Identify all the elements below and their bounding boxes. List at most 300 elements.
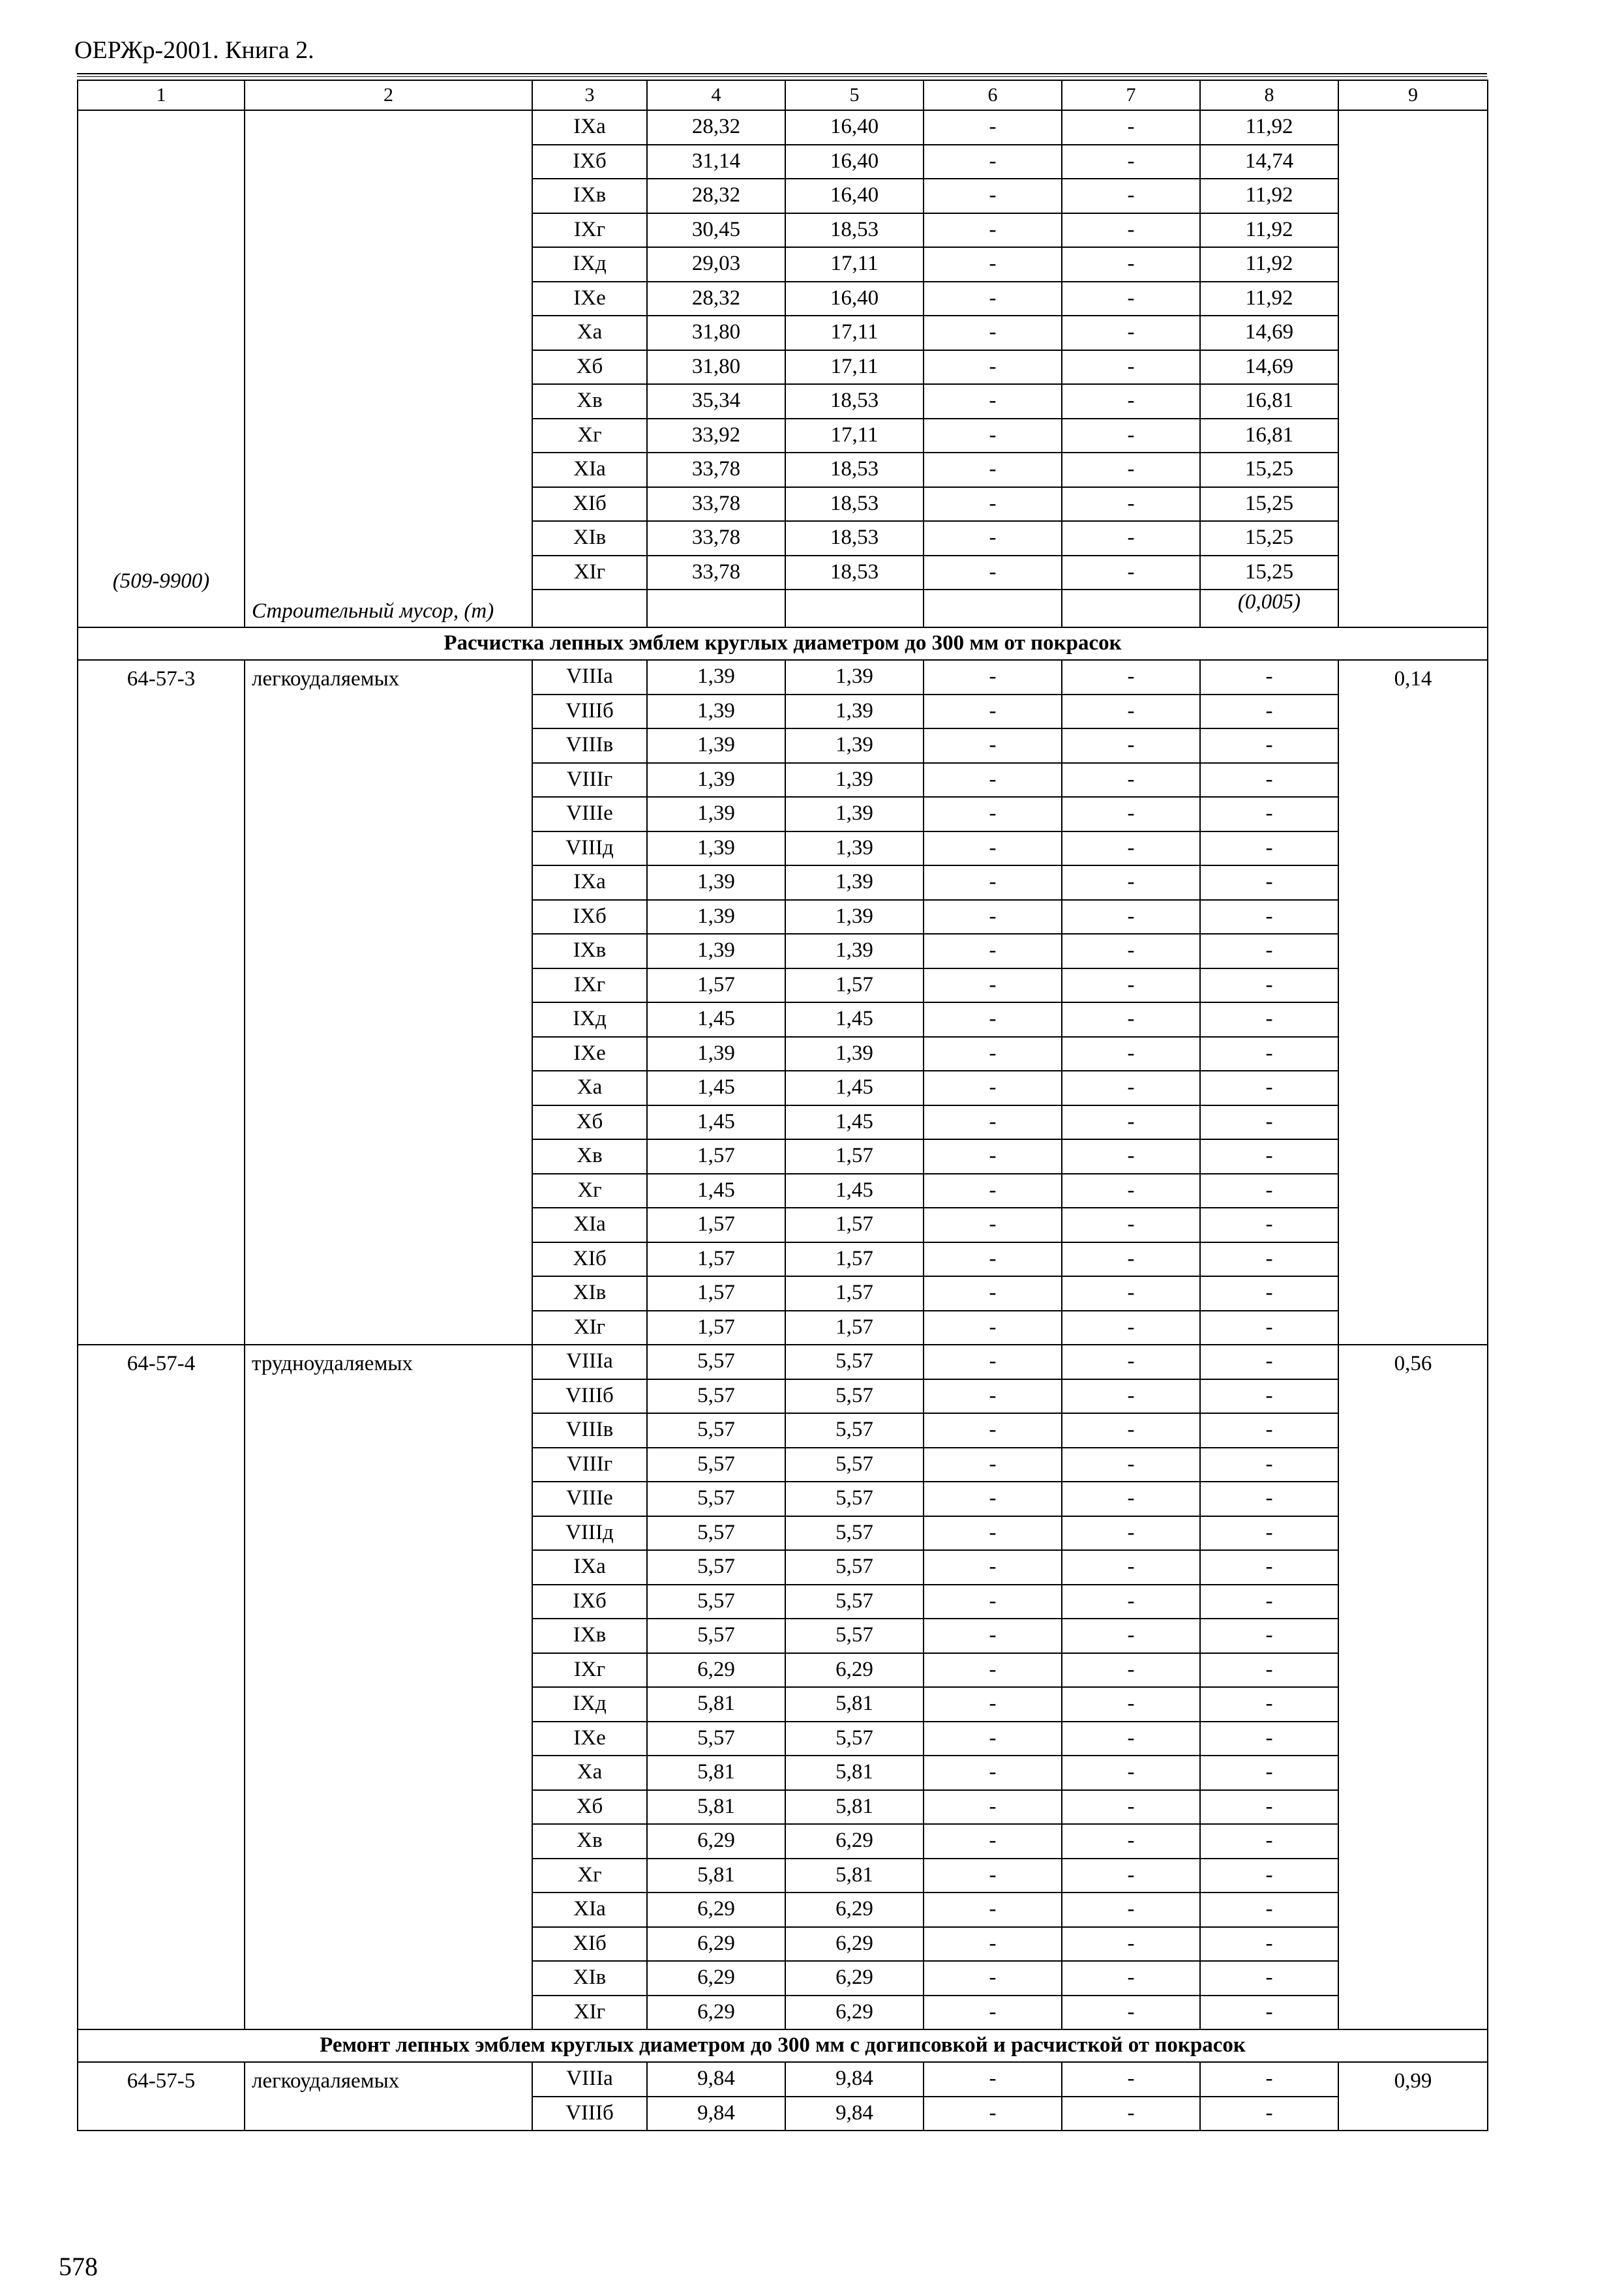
materials-cell: - bbox=[1200, 1071, 1338, 1105]
materials-cell: - bbox=[1200, 695, 1338, 729]
col-number-6: 6 bbox=[924, 80, 1062, 110]
wages-cell: 5,57 bbox=[785, 1516, 924, 1551]
total-cost-cell: 31,80 bbox=[647, 350, 785, 385]
materials-cell: - bbox=[1200, 1448, 1338, 1482]
wages-cell: 1,57 bbox=[785, 1311, 924, 1345]
resource-class-cell: XIг bbox=[532, 1311, 647, 1345]
machine-cost-cell: - bbox=[924, 1174, 1062, 1208]
total-cost-cell: 5,57 bbox=[647, 1345, 785, 1379]
header-rule-thin bbox=[77, 76, 1487, 77]
total-cost-cell: 5,57 bbox=[647, 1550, 785, 1585]
wages-cell: 1,39 bbox=[785, 831, 924, 866]
wages-cell: 18,53 bbox=[785, 213, 924, 248]
machine-cost-cell: - bbox=[924, 1585, 1062, 1619]
col-number-7: 7 bbox=[1062, 80, 1200, 110]
total-cost-cell: 5,57 bbox=[647, 1448, 785, 1482]
machine-cost-cell: - bbox=[924, 660, 1062, 695]
machine-cost-cell: - bbox=[924, 453, 1062, 487]
resource-class-cell: IXв bbox=[532, 934, 647, 968]
name-cell: трудноудаляемых bbox=[245, 1345, 532, 2029]
driver-wages-cell: - bbox=[1062, 728, 1200, 763]
driver-wages-cell: - bbox=[1062, 521, 1200, 556]
driver-wages-cell: - bbox=[1062, 1311, 1200, 1345]
wages-cell: 1,45 bbox=[785, 1002, 924, 1037]
driver-wages-cell: - bbox=[1062, 1653, 1200, 1688]
header-rule bbox=[77, 73, 1487, 74]
machine-cost-cell: - bbox=[924, 1927, 1062, 1962]
resource-class-cell: VIIIд bbox=[532, 1516, 647, 1551]
resource-class-cell: VIIIб bbox=[532, 1379, 647, 1414]
driver-wages-cell: - bbox=[1062, 1379, 1200, 1414]
total-cost-cell: 6,29 bbox=[647, 1824, 785, 1859]
materials-cell: - bbox=[1200, 1824, 1338, 1859]
materials-cell: - bbox=[1200, 2062, 1338, 2097]
empty-cell bbox=[647, 590, 785, 627]
driver-wages-cell: - bbox=[1062, 1448, 1200, 1482]
total-cost-cell: 31,14 bbox=[647, 145, 785, 179]
machine-cost-cell: - bbox=[924, 1379, 1062, 1414]
machine-cost-cell: - bbox=[924, 1448, 1062, 1482]
driver-wages-cell: - bbox=[1062, 1893, 1200, 1927]
wages-cell: 1,39 bbox=[785, 900, 924, 935]
materials-cell: 11,92 bbox=[1200, 282, 1338, 316]
machine-cost-cell: - bbox=[924, 1242, 1062, 1277]
driver-wages-cell: - bbox=[1062, 1585, 1200, 1619]
wages-cell: 1,39 bbox=[785, 934, 924, 968]
driver-wages-cell: - bbox=[1062, 1550, 1200, 1585]
wages-cell: 6,29 bbox=[785, 1996, 924, 2030]
code-cell: 64-57-4 bbox=[78, 1345, 245, 2029]
machine-cost-cell: - bbox=[924, 1961, 1062, 1996]
total-cost-cell: 1,57 bbox=[647, 1311, 785, 1345]
machine-cost-cell: - bbox=[924, 1037, 1062, 1071]
total-cost-cell: 1,57 bbox=[647, 1242, 785, 1277]
resource-class-cell: XIв bbox=[532, 521, 647, 556]
wages-cell: 5,57 bbox=[785, 1585, 924, 1619]
total-cost-cell: 33,78 bbox=[647, 453, 785, 487]
machine-cost-cell: - bbox=[924, 900, 1062, 935]
driver-wages-cell: - bbox=[1062, 419, 1200, 453]
driver-wages-cell: - bbox=[1062, 556, 1200, 590]
resource-class-cell: XIг bbox=[532, 556, 647, 590]
machine-cost-cell: - bbox=[924, 282, 1062, 316]
machine-cost-cell: - bbox=[924, 1687, 1062, 1722]
resource-class-cell: VIIIе bbox=[532, 1482, 647, 1516]
driver-wages-cell: - bbox=[1062, 1139, 1200, 1174]
materials-cell: - bbox=[1200, 1345, 1338, 1379]
total-cost-cell: 9,84 bbox=[647, 2062, 785, 2097]
machine-cost-cell: - bbox=[924, 1345, 1062, 1379]
machine-cost-cell: - bbox=[924, 797, 1062, 831]
driver-wages-cell: - bbox=[1062, 1002, 1200, 1037]
page-number: 578 bbox=[59, 2252, 98, 2281]
wages-cell: 1,45 bbox=[785, 1174, 924, 1208]
materials-cell: - bbox=[1200, 1242, 1338, 1277]
total-cost-cell: 5,57 bbox=[647, 1585, 785, 1619]
machine-cost-cell: - bbox=[924, 1996, 1062, 2030]
driver-wages-cell: - bbox=[1062, 1961, 1200, 1996]
materials-cell: 16,81 bbox=[1200, 384, 1338, 419]
materials-cell: - bbox=[1200, 1687, 1338, 1722]
total-cost-cell: 1,57 bbox=[647, 1276, 785, 1311]
machine-cost-cell: - bbox=[924, 179, 1062, 213]
wages-cell: 1,57 bbox=[785, 968, 924, 1003]
driver-wages-cell: - bbox=[1062, 1619, 1200, 1653]
wages-cell: 18,53 bbox=[785, 487, 924, 522]
resource-class-cell: Xг bbox=[532, 1859, 647, 1893]
wages-cell: 5,57 bbox=[785, 1722, 924, 1756]
name-cell bbox=[245, 110, 532, 627]
total-cost-cell: 9,84 bbox=[647, 2097, 785, 2131]
code-cell bbox=[78, 110, 245, 627]
labor-cell: 0,14 bbox=[1338, 660, 1488, 1345]
wages-cell: 16,40 bbox=[785, 145, 924, 179]
driver-wages-cell: - bbox=[1062, 1824, 1200, 1859]
resource-class-cell: VIIIд bbox=[532, 831, 647, 866]
wages-cell: 1,57 bbox=[785, 1242, 924, 1277]
total-cost-cell: 5,57 bbox=[647, 1413, 785, 1448]
materials-cell: 16,81 bbox=[1200, 419, 1338, 453]
resource-class-cell: IXг bbox=[532, 1653, 647, 1688]
materials-cell: - bbox=[1200, 1961, 1338, 1996]
wages-cell: 18,53 bbox=[785, 453, 924, 487]
materials-cell: - bbox=[1200, 1379, 1338, 1414]
resource-class-cell: Xб bbox=[532, 350, 647, 385]
total-cost-cell: 28,32 bbox=[647, 179, 785, 213]
resource-class-cell: IXг bbox=[532, 968, 647, 1003]
machine-cost-cell: - bbox=[924, 1071, 1062, 1105]
driver-wages-cell: - bbox=[1062, 316, 1200, 350]
resource-class-cell: VIIIа bbox=[532, 2062, 647, 2097]
wages-cell: 5,57 bbox=[785, 1413, 924, 1448]
driver-wages-cell: - bbox=[1062, 1242, 1200, 1277]
materials-cell: - bbox=[1200, 2097, 1338, 2131]
table-row bbox=[78, 2062, 1488, 2097]
waste-code: (509-9900) bbox=[112, 569, 210, 593]
driver-wages-cell: - bbox=[1062, 110, 1200, 145]
resource-class-cell: VIIIб bbox=[532, 2097, 647, 2131]
wages-cell: 1,39 bbox=[785, 763, 924, 798]
machine-cost-cell: - bbox=[924, 695, 1062, 729]
resource-class-cell: Xа bbox=[532, 1071, 647, 1105]
machine-cost-cell: - bbox=[924, 865, 1062, 900]
materials-cell: - bbox=[1200, 1002, 1338, 1037]
name-cell: легкоудаляемых bbox=[245, 660, 532, 1345]
resource-class-cell: IXд bbox=[532, 1002, 647, 1037]
resource-class-cell: XIв bbox=[532, 1961, 647, 1996]
materials-cell: - bbox=[1200, 831, 1338, 866]
total-cost-cell: 1,39 bbox=[647, 797, 785, 831]
driver-wages-cell: - bbox=[1062, 660, 1200, 695]
machine-cost-cell: - bbox=[924, 831, 1062, 866]
materials-cell: - bbox=[1200, 1311, 1338, 1345]
total-cost-cell: 1,45 bbox=[647, 1002, 785, 1037]
waste-name: Строительный мусор, (т) bbox=[252, 599, 494, 623]
driver-wages-cell: - bbox=[1062, 1208, 1200, 1242]
driver-wages-cell: - bbox=[1062, 1687, 1200, 1722]
materials-cell: - bbox=[1200, 797, 1338, 831]
resource-class-cell: IXе bbox=[532, 1722, 647, 1756]
resource-class-cell: VIIIг bbox=[532, 1448, 647, 1482]
resource-class-cell: Xг bbox=[532, 419, 647, 453]
driver-wages-cell: - bbox=[1062, 1037, 1200, 1071]
machine-cost-cell: - bbox=[924, 1893, 1062, 1927]
resource-class-cell: IXд bbox=[532, 1687, 647, 1722]
materials-cell: - bbox=[1200, 1139, 1338, 1174]
total-cost-cell: 1,57 bbox=[647, 1208, 785, 1242]
driver-wages-cell: - bbox=[1062, 1756, 1200, 1790]
resource-class-cell: IXе bbox=[532, 282, 647, 316]
column-number-row bbox=[78, 80, 1488, 110]
machine-cost-cell: - bbox=[924, 1516, 1062, 1551]
section-title-cleaning: Расчистка лепных эмблем круглых диаметром до 300 мм от покрасок bbox=[78, 627, 1488, 660]
wages-cell: 18,53 bbox=[785, 384, 924, 419]
machine-cost-cell: - bbox=[924, 213, 1062, 248]
empty-cell bbox=[532, 590, 647, 627]
materials-cell: - bbox=[1200, 660, 1338, 695]
resource-class-cell: Xа bbox=[532, 316, 647, 350]
total-cost-cell: 31,80 bbox=[647, 316, 785, 350]
driver-wages-cell: - bbox=[1062, 763, 1200, 798]
resource-class-cell: Xа bbox=[532, 1756, 647, 1790]
total-cost-cell: 1,39 bbox=[647, 1037, 785, 1071]
resource-class-cell: VIIIа bbox=[532, 660, 647, 695]
resource-class-cell: XIб bbox=[532, 1927, 647, 1962]
driver-wages-cell: - bbox=[1062, 2062, 1200, 2097]
machine-cost-cell: - bbox=[924, 1619, 1062, 1653]
wages-cell: 6,29 bbox=[785, 1824, 924, 1859]
total-cost-cell: 33,78 bbox=[647, 487, 785, 522]
total-cost-cell: 33,92 bbox=[647, 419, 785, 453]
resource-class-cell: IXд bbox=[532, 247, 647, 282]
resource-class-cell: IXб bbox=[532, 900, 647, 935]
wages-cell: 5,57 bbox=[785, 1619, 924, 1653]
total-cost-cell: 1,39 bbox=[647, 831, 785, 866]
materials-cell: - bbox=[1200, 1585, 1338, 1619]
total-cost-cell: 5,57 bbox=[647, 1619, 785, 1653]
wages-cell: 16,40 bbox=[785, 179, 924, 213]
wages-cell: 1,39 bbox=[785, 695, 924, 729]
resource-class-cell: IXа bbox=[532, 110, 647, 145]
resource-class-cell: VIIIв bbox=[532, 1413, 647, 1448]
machine-cost-cell: - bbox=[924, 1311, 1062, 1345]
machine-cost-cell: - bbox=[924, 2062, 1062, 2097]
empty-cell bbox=[924, 590, 1062, 627]
total-cost-cell: 1,39 bbox=[647, 728, 785, 763]
machine-cost-cell: - bbox=[924, 1276, 1062, 1311]
wages-cell: 9,84 bbox=[785, 2097, 924, 2131]
driver-wages-cell: - bbox=[1062, 968, 1200, 1003]
total-cost-cell: 1,57 bbox=[647, 968, 785, 1003]
empty-cell bbox=[1062, 590, 1200, 627]
driver-wages-cell: - bbox=[1062, 1722, 1200, 1756]
materials-cell: - bbox=[1200, 934, 1338, 968]
driver-wages-cell: - bbox=[1062, 1482, 1200, 1516]
resource-class-cell: Xб bbox=[532, 1105, 647, 1140]
wages-cell: 16,40 bbox=[785, 282, 924, 316]
machine-cost-cell: - bbox=[924, 1208, 1062, 1242]
materials-cell: - bbox=[1200, 1756, 1338, 1790]
materials-cell: - bbox=[1200, 1105, 1338, 1140]
total-cost-cell: 1,45 bbox=[647, 1174, 785, 1208]
wages-cell: 1,57 bbox=[785, 1276, 924, 1311]
wages-cell: 5,57 bbox=[785, 1550, 924, 1585]
wages-cell: 1,39 bbox=[785, 728, 924, 763]
materials-cell: - bbox=[1200, 1482, 1338, 1516]
materials-cell: - bbox=[1200, 1516, 1338, 1551]
section-title-repair: Ремонт лепных эмблем круглых диаметром до 300 мм с догипсовкой и расчисткой от покрасок bbox=[78, 2029, 1488, 2062]
total-cost-cell: 6,29 bbox=[647, 1653, 785, 1688]
driver-wages-cell: - bbox=[1062, 797, 1200, 831]
empty-cell bbox=[785, 590, 924, 627]
resource-class-cell: IXг bbox=[532, 213, 647, 248]
col-number-5: 5 bbox=[785, 80, 924, 110]
total-cost-cell: 1,39 bbox=[647, 865, 785, 900]
col-number-3: 3 bbox=[532, 80, 647, 110]
wages-cell: 1,57 bbox=[785, 1139, 924, 1174]
machine-cost-cell: - bbox=[924, 1550, 1062, 1585]
wages-cell: 6,29 bbox=[785, 1653, 924, 1688]
materials-cell: - bbox=[1200, 900, 1338, 935]
resource-class-cell: VIIIг bbox=[532, 763, 647, 798]
materials-cell: 11,92 bbox=[1200, 179, 1338, 213]
total-cost-cell: 6,29 bbox=[647, 1996, 785, 2030]
total-cost-cell: 5,57 bbox=[647, 1482, 785, 1516]
driver-wages-cell: - bbox=[1062, 213, 1200, 248]
materials-cell: - bbox=[1200, 1208, 1338, 1242]
machine-cost-cell: - bbox=[924, 1413, 1062, 1448]
total-cost-cell: 33,78 bbox=[647, 556, 785, 590]
materials-cell: 11,92 bbox=[1200, 110, 1338, 145]
total-cost-cell: 28,32 bbox=[647, 110, 785, 145]
driver-wages-cell: - bbox=[1062, 1859, 1200, 1893]
total-cost-cell: 5,81 bbox=[647, 1859, 785, 1893]
driver-wages-cell: - bbox=[1062, 145, 1200, 179]
driver-wages-cell: - bbox=[1062, 453, 1200, 487]
machine-cost-cell: - bbox=[924, 728, 1062, 763]
driver-wages-cell: - bbox=[1062, 1105, 1200, 1140]
materials-cell: 14,74 bbox=[1200, 145, 1338, 179]
materials-cell: - bbox=[1200, 1722, 1338, 1756]
machine-cost-cell: - bbox=[924, 419, 1062, 453]
machine-cost-cell: - bbox=[924, 384, 1062, 419]
total-cost-cell: 6,29 bbox=[647, 1893, 785, 1927]
wages-cell: 6,29 bbox=[785, 1893, 924, 1927]
resource-class-cell: IXв bbox=[532, 179, 647, 213]
resource-class-cell: IXб bbox=[532, 1585, 647, 1619]
total-cost-cell: 1,57 bbox=[647, 1139, 785, 1174]
total-cost-cell: 1,39 bbox=[647, 763, 785, 798]
wages-cell: 18,53 bbox=[785, 521, 924, 556]
machine-cost-cell: - bbox=[924, 1859, 1062, 1893]
wages-cell: 6,29 bbox=[785, 1927, 924, 1962]
materials-cell: - bbox=[1200, 1893, 1338, 1927]
resource-class-cell: VIIIб bbox=[532, 695, 647, 729]
total-cost-cell: 1,39 bbox=[647, 660, 785, 695]
driver-wages-cell: - bbox=[1062, 1174, 1200, 1208]
total-cost-cell: 1,39 bbox=[647, 934, 785, 968]
wages-cell: 18,53 bbox=[785, 556, 924, 590]
total-cost-cell: 30,45 bbox=[647, 213, 785, 248]
machine-cost-cell: - bbox=[924, 1002, 1062, 1037]
labor-cell bbox=[1338, 110, 1488, 627]
machine-cost-cell: - bbox=[924, 1722, 1062, 1756]
driver-wages-cell: - bbox=[1062, 1790, 1200, 1825]
total-cost-cell: 5,81 bbox=[647, 1687, 785, 1722]
total-cost-cell: 5,81 bbox=[647, 1790, 785, 1825]
driver-wages-cell: - bbox=[1062, 865, 1200, 900]
driver-wages-cell: - bbox=[1062, 247, 1200, 282]
empty-cell bbox=[1200, 590, 1338, 627]
resource-class-cell: IXа bbox=[532, 1550, 647, 1585]
driver-wages-cell: - bbox=[1062, 1276, 1200, 1311]
total-cost-cell: 6,29 bbox=[647, 1927, 785, 1962]
driver-wages-cell: - bbox=[1062, 487, 1200, 522]
resource-class-cell: XIа bbox=[532, 1208, 647, 1242]
table-row bbox=[78, 110, 1488, 145]
driver-wages-cell: - bbox=[1062, 2097, 1200, 2131]
driver-wages-cell: - bbox=[1062, 350, 1200, 385]
wages-cell: 5,57 bbox=[785, 1345, 924, 1379]
table-body bbox=[78, 80, 1488, 2131]
resource-class-cell: XIа bbox=[532, 453, 647, 487]
resource-class-cell: Xб bbox=[532, 1790, 647, 1825]
wages-cell: 1,39 bbox=[785, 797, 924, 831]
wages-cell: 16,40 bbox=[785, 110, 924, 145]
wages-cell: 1,45 bbox=[785, 1071, 924, 1105]
driver-wages-cell: - bbox=[1062, 934, 1200, 968]
machine-cost-cell: - bbox=[924, 1105, 1062, 1140]
machine-cost-cell: - bbox=[924, 110, 1062, 145]
code-cell: 64-57-3 bbox=[78, 660, 245, 1345]
wages-cell: 5,57 bbox=[785, 1379, 924, 1414]
resource-class-cell: XIа bbox=[532, 1893, 647, 1927]
wages-cell: 1,57 bbox=[785, 1208, 924, 1242]
machine-cost-cell: - bbox=[924, 1824, 1062, 1859]
wages-cell: 5,57 bbox=[785, 1448, 924, 1482]
resource-class-cell: XIб bbox=[532, 1242, 647, 1277]
wages-cell: 5,81 bbox=[785, 1756, 924, 1790]
labor-cell: 0,56 bbox=[1338, 1345, 1488, 2029]
total-cost-cell: 6,29 bbox=[647, 1961, 785, 1996]
name-cell: легкоудаляемых bbox=[245, 2062, 532, 2131]
col-number-9: 9 bbox=[1338, 80, 1488, 110]
section-row bbox=[78, 627, 1488, 660]
wages-cell: 17,11 bbox=[785, 419, 924, 453]
wages-cell: 17,11 bbox=[785, 350, 924, 385]
resource-class-cell: Xг bbox=[532, 1174, 647, 1208]
machine-cost-cell: - bbox=[924, 247, 1062, 282]
materials-cell: 11,92 bbox=[1200, 247, 1338, 282]
materials-cell: 14,69 bbox=[1200, 316, 1338, 350]
col-number-1: 1 bbox=[78, 80, 245, 110]
total-cost-cell: 1,39 bbox=[647, 695, 785, 729]
materials-cell: - bbox=[1200, 968, 1338, 1003]
driver-wages-cell: - bbox=[1062, 384, 1200, 419]
wages-cell: 5,57 bbox=[785, 1482, 924, 1516]
materials-cell: 15,25 bbox=[1200, 556, 1338, 590]
resource-class-cell: IXв bbox=[532, 1619, 647, 1653]
wages-cell: 5,81 bbox=[785, 1687, 924, 1722]
total-cost-cell: 33,78 bbox=[647, 521, 785, 556]
machine-cost-cell: - bbox=[924, 1756, 1062, 1790]
wages-cell: 5,81 bbox=[785, 1859, 924, 1893]
resource-class-cell: Xв bbox=[532, 384, 647, 419]
driver-wages-cell: - bbox=[1062, 1071, 1200, 1105]
materials-cell: - bbox=[1200, 1996, 1338, 2030]
wages-cell: 17,11 bbox=[785, 316, 924, 350]
resource-class-cell: VIIIа bbox=[532, 1345, 647, 1379]
